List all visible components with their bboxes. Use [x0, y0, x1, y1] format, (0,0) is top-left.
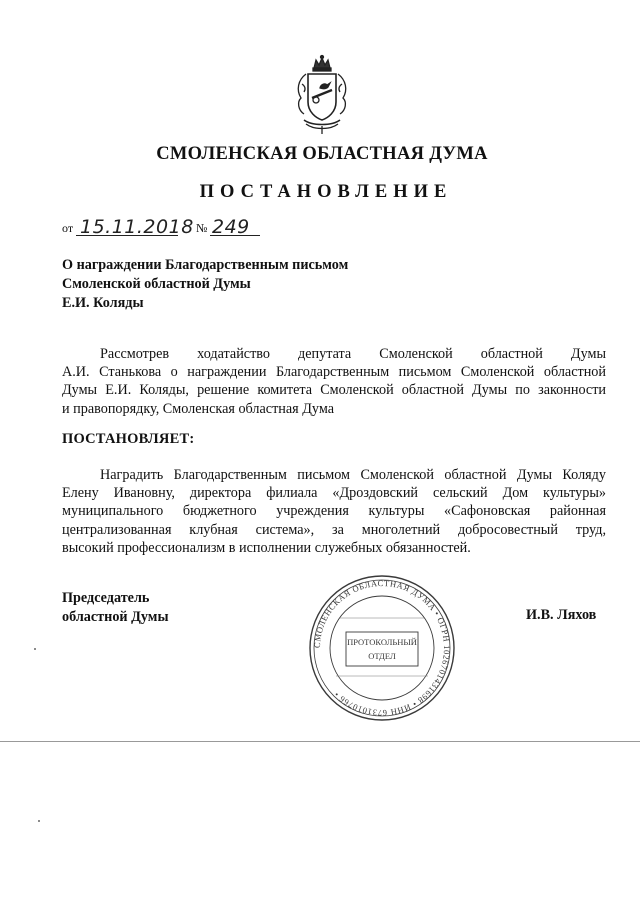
- subject-line: Е.И. Коляды: [62, 295, 144, 311]
- paragraph-line: и правопорядку, Смоленская областная Дума: [62, 400, 335, 417]
- signatory-title: [62, 589, 169, 627]
- coat-of-arms-icon: [292, 54, 352, 138]
- paragraph-line: А.И. Станькова о награждении Благодарственным письмом Смоленской областной: [62, 364, 606, 381]
- organization-title: СМОЛЕНСКАЯ ОБЛАСТНАЯ ДУМА: [156, 144, 488, 164]
- scan-speck: [38, 820, 40, 822]
- paragraph-line: Елену Ивановну, директора филиала «Дроздовский сельский Дом культуры»: [62, 485, 606, 502]
- date-prefix: от: [62, 221, 74, 235]
- stamp-center-text: ОТДЕЛ: [368, 651, 396, 661]
- subject-line: О награждении Благодарственным письмом: [62, 257, 349, 273]
- handwritten-number: 249: [212, 216, 250, 238]
- signatory-name: И.В. Ляхов: [526, 607, 597, 623]
- paragraph-line: Думы Е.И. Коляды, решение комитета Смоленской областной Думы по законности: [62, 382, 606, 399]
- handwritten-date: 15.11.2018: [80, 216, 194, 238]
- paragraph-line: централизованная клубная система», за многолетний добросовестный труд,: [62, 521, 606, 538]
- decree-heading: ПОСТАНОВЛЯЕТ:: [62, 431, 195, 447]
- resolution-paragraph: [62, 466, 606, 557]
- paragraph-line: Наградить Благодарственным письмом Смоленской областной Думы Коляду: [100, 467, 606, 483]
- stamp-center-text: ПРОТОКОЛЬНЫЙ: [347, 637, 417, 647]
- document-subject: [62, 256, 422, 313]
- paragraph-line: высокий профессионализм в исполнении служебных обязанностей.: [62, 539, 471, 556]
- scan-edge-line: [0, 741, 640, 742]
- signatory-title-line: Председатель: [62, 590, 150, 606]
- document-type-title: ПОСТАНОВЛЕНИЕ: [199, 182, 453, 202]
- scan-speck: [34, 648, 36, 650]
- number-prefix: №: [196, 221, 208, 235]
- paragraph-line: Рассмотрев ходатайство депутата Смоленской областной Думы: [100, 346, 606, 362]
- date-number-line: [62, 212, 302, 242]
- stamp-ring-text: СМОЛЕНСКАЯ ОБЛАСТНАЯ ДУМА • ОГРН 1026701431698 • ИНН 6731010766 •: [311, 577, 453, 719]
- signatory-title-line: областной Думы: [62, 609, 169, 625]
- subject-line: Смоленской областной Думы: [62, 276, 251, 292]
- paragraph-line: муниципального бюджетного учреждения культуры «Сафоновская районная: [62, 503, 606, 520]
- preamble-paragraph: [62, 345, 606, 418]
- official-stamp: [300, 572, 464, 724]
